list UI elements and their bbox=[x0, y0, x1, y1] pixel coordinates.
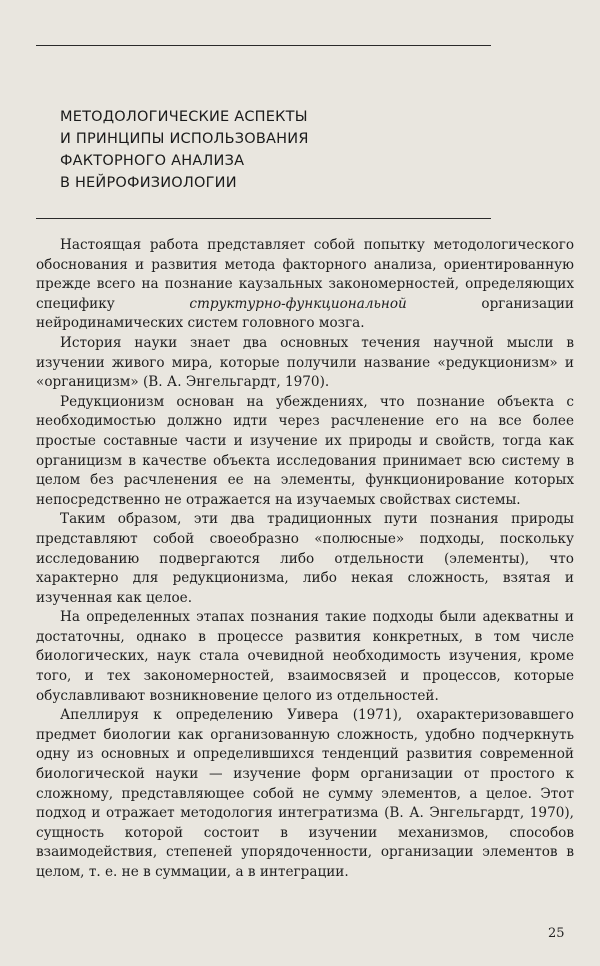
page-number: 25 bbox=[548, 926, 565, 941]
heading-line: В НЕЙРОФИЗИОЛОГИИ bbox=[60, 175, 237, 191]
chapter-heading bbox=[60, 106, 480, 194]
heading-line: ФАКТОРНОГО АНАЛИЗА bbox=[60, 153, 245, 169]
paragraph: Апеллируя к определению Уивера (1971), охарактеризовавшего предмет биологии как организованную сложность, удобно подчеркнуть одну из основных и определившихся тенденций развития современной биологической науки — изучение форм организации от простого к сложному, представляющее собой не сумму элементов, а целое. Этот подход и отражает методология интегратизма (В. А. Энгельгардт, 1970), сущность которой состоит в изучении механизмов, способов взаимодействия, степеней упорядоченности, организации элементов в целом, т. е. не в суммации, а в интеграции. bbox=[36, 707, 574, 880]
bottom-rule bbox=[36, 218, 491, 219]
paragraph: Таким образом, эти два традиционных пути познания природы представляют собой своеобразно «полюсные» подходы, поскольку исследованию подвергаются либо отдельности (элементы), что характерно для редукционизма, либо некая сложность, взятая и изученная как целое. bbox=[36, 511, 574, 606]
paragraph-text: организации нейродинамических систем головного мозга. bbox=[36, 295, 574, 332]
emphasized-term: структурно-функциональной bbox=[189, 295, 407, 312]
heading-line: МЕТОДОЛОГИЧЕСКИЕ АСПЕКТЫ bbox=[60, 109, 308, 125]
paragraph: История науки знает два основных течения научной мысли в изучении живого мира, которые получили название «редукционизм» и «органицизм» (В. А. Энгельгардт, 1970). bbox=[36, 334, 574, 391]
paragraph-text: Настоящая работа представляет собой попытку методологического обоснования и развития метода факторного анализа, ориентированную прежде всего на познание каузальных закономерностей, определяющих специфику bbox=[36, 237, 574, 312]
paragraph: На определенных этапах познания такие подходы были адекватны и достаточны, однако в процессе развития конкретных, в том числе биологических, наук стала очевидной необходимость изучения, кроме того, и тех закономерностей, взаимосвязей и процессов, которые обуславливают возникновение целого из отдельностей. bbox=[36, 609, 574, 704]
top-rule bbox=[36, 45, 491, 46]
body-text bbox=[36, 236, 574, 883]
heading-line: И ПРИНЦИПЫ ИСПОЛЬЗОВАНИЯ bbox=[60, 131, 309, 147]
paragraph: Редукционизм основан на убеждениях, что познание объекта с необходимостью должно идти через расчленение его на все более простые составные части и изучение их природы и свойств, тогда как органицизм в качестве объекта исследования принимает всю систему в целом без расчленения ее на элементы, функционирование которых непосредственно не отражается на изучаемых свойствах системы. bbox=[36, 393, 574, 508]
paragraph bbox=[36, 236, 574, 334]
